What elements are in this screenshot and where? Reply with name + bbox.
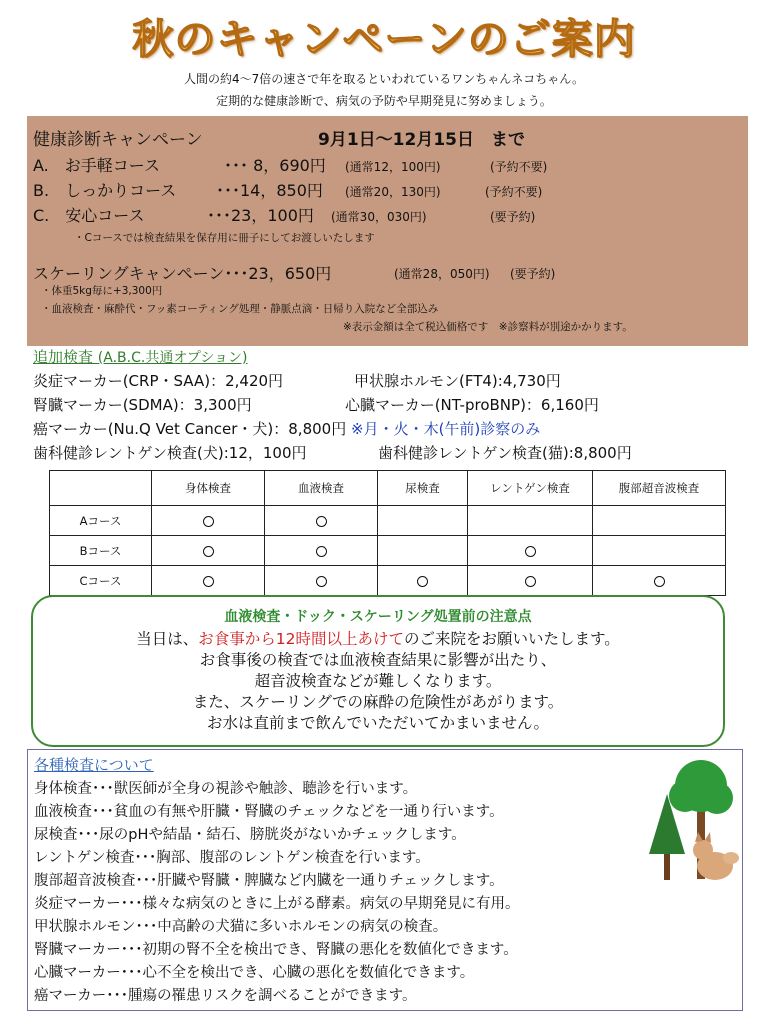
table-cell: [265, 506, 378, 536]
notice-line-1-pre: 当日は、: [136, 630, 199, 648]
cancer-marker-note: ※月・火・木(午前)診察のみ: [351, 420, 541, 438]
notice-line-2: お食事後の検査では血液検査結果に影響が出たり、: [199, 651, 557, 669]
table-row-label: Bコース: [50, 536, 152, 566]
course-comparison-table: [49, 470, 726, 596]
pre-procedure-notice: [31, 595, 725, 747]
test-description-urine: 尿検査･･･尿のpHや結晶・結石、膀胱炎がないかチェックします。: [34, 827, 466, 843]
dog-and-cat-icon: [693, 832, 739, 880]
table-cell: [378, 566, 468, 596]
notice-line-4: また、スケーリングでの麻酔の危険性があがります。: [192, 693, 564, 711]
option-ft4: 甲状腺ホルモン(FT4):4,730円: [354, 372, 561, 390]
check-circle-icon: [654, 576, 665, 587]
check-circle-icon: [417, 576, 428, 587]
table-row-label: Aコース: [50, 506, 152, 536]
table-cell: [468, 536, 593, 566]
table-header-blank: [50, 471, 152, 506]
notice-line-3: 超音波検査などが難しくなります。: [254, 672, 502, 690]
option-crp: 炎症マーカー(CRP・SAA)：2,420円: [33, 372, 284, 390]
health-campaign-box: [27, 116, 748, 346]
course-a-normal: (通常12，100円): [345, 160, 441, 174]
table-header-urine: 尿検査: [378, 471, 468, 506]
trees-and-pets-illustration: [645, 754, 741, 894]
notice-heading: 血液検査・ドック・スケーリング処置前の注意点: [224, 609, 532, 625]
scaling-heading: スケーリングキャンペーン･･･23，650円: [33, 264, 332, 283]
table-header-row: [50, 471, 726, 506]
course-c-price: ･･･23，100円: [207, 206, 314, 225]
intro-line-1: 人間の約4～7倍の速さで年を取るといわれているワンちゃんネコちゃん。: [184, 72, 584, 86]
test-description-inflammation: 炎症マーカー･･･様々な病気のときに上がる酵素。病気の早期発見に有用。: [34, 896, 520, 912]
test-description-ultrasound: 腹部超音波検査･･･肝臓や腎臓・脾臓など内臓を一通りチェックします。: [34, 873, 504, 889]
notice-line-1-post: のご来院をお願いいたします。: [403, 630, 620, 648]
table-cell: [468, 566, 593, 596]
page-title: 秋のキャンペーンのご案内: [132, 15, 636, 63]
course-b-note: (予約不要): [485, 185, 543, 199]
course-b-normal: (通常20，130円): [345, 185, 441, 199]
cancer-marker-price: 癌マーカー(Nu.Q Vet Cancer・犬)：8,800円: [33, 420, 347, 438]
test-descriptions-heading: 各種検査について: [34, 756, 154, 774]
table-cell: [152, 566, 265, 596]
table-row-label: Cコース: [50, 566, 152, 596]
check-circle-icon: [203, 516, 214, 527]
test-description-blood: 血液検査･･･貧血の有無や肝臓・腎臓のチェックなどを一通り行います。: [34, 804, 504, 820]
table-row: [50, 536, 726, 566]
campaign-period: 9月1日～12月15日 まで: [318, 130, 525, 150]
notice-fasting-highlight: お食事から12時間以上あけて: [198, 630, 404, 648]
table-header-physical: 身体検査: [152, 471, 265, 506]
table-cell: [152, 506, 265, 536]
campaign-heading: 健康診断キャンペーン: [33, 130, 203, 150]
table-cell: [378, 536, 468, 566]
scaling-note: (要予約): [510, 267, 556, 281]
course-a-name: A. お手軽コース: [33, 156, 160, 175]
additional-tests-subtitle: (A.B.C.共通オプション): [97, 350, 248, 366]
intro-line-2: 定期的な健康診断で、病気の予防や早期発見に努めましょう。: [216, 94, 552, 108]
scaling-normal: (通常28，050円): [394, 267, 490, 281]
check-circle-icon: [525, 576, 536, 587]
course-c-normal: (通常30，030円): [331, 210, 427, 224]
table-cell: [265, 566, 378, 596]
test-description-heart: 心臓マーカー･･･心不全を検出でき、心臓の悪化を数値化できます。: [34, 965, 475, 981]
check-circle-icon: [203, 546, 214, 557]
option-sdma: 腎臓マーカー(SDMA)：3,300円: [33, 396, 252, 414]
table-row: [50, 506, 726, 536]
course-c-name: C. 安心コース: [33, 206, 145, 225]
test-description-physical: 身体検査･･･獣医師が全身の視診や触診、聴診を行います。: [34, 781, 418, 797]
notice-line-5: お水は直前まで飲んでいただいてかまいません。: [207, 714, 549, 732]
check-circle-icon: [525, 546, 536, 557]
option-dental-cat: 歯科健診レントゲン検査(猫):8,800円: [378, 444, 632, 462]
table-header-xray: レントゲン検査: [468, 471, 593, 506]
test-description-kidney: 腎臓マーカー･･･初期の腎不全を検出でき、腎臓の悪化を数値化できます。: [34, 942, 518, 958]
course-c-booklet-note: ・Cコースでは検査結果を保存用に冊子にしてお渡しいたします: [74, 232, 375, 244]
option-dental-dog: 歯科健診レントゲン検査(犬):12，100円: [33, 444, 307, 462]
table-header-blood: 血液検査: [265, 471, 378, 506]
scaling-detail-includes: ・血液検査・麻酔代・フッ素コーティング処理・静脈点滴・日帰り入院など全部込み: [41, 303, 439, 315]
course-a-note: (予約不要): [490, 160, 548, 174]
table-row: [50, 566, 726, 596]
table-cell: [593, 536, 726, 566]
table-cell: [265, 536, 378, 566]
course-b-price: ･･･14，850円: [216, 181, 323, 200]
check-circle-icon: [316, 576, 327, 587]
test-description-cancer: 癌マーカー･･･腫瘍の罹患リスクを調べることができます。: [34, 988, 417, 1004]
additional-tests-title: 追加検査: [33, 348, 94, 366]
table-cell: [593, 506, 726, 536]
check-circle-icon: [316, 546, 327, 557]
option-cancer-marker: [33, 418, 540, 439]
table-cell: [468, 506, 593, 536]
scaling-detail-weight: ・体重5kg毎に+3,300円: [41, 285, 163, 297]
table-cell: [152, 536, 265, 566]
tax-note: ※表示金額は全て税込価格です ※診察料が別途かかります。: [343, 321, 633, 333]
additional-tests-heading: [33, 346, 248, 367]
check-circle-icon: [316, 516, 327, 527]
notice-line-1: [33, 629, 723, 650]
test-description-thyroid: 甲状腺ホルモン･･･中高齢の犬猫に多いホルモンの病気の検査。: [34, 919, 448, 935]
check-circle-icon: [203, 576, 214, 587]
test-description-xray: レントゲン検査･･･胸部、腹部のレントゲン検査を行います。: [34, 850, 430, 866]
course-b-name: B. しっかりコース: [33, 181, 177, 200]
table-header-ultrasound: 腹部超音波検査: [593, 471, 726, 506]
option-ntprobnp: 心臓マーカー(NT-proBNP)：6,160円: [345, 396, 599, 414]
course-a-price: ･･･ 8，690円: [224, 156, 326, 175]
table-cell: [593, 566, 726, 596]
test-descriptions-box: [27, 749, 743, 1011]
course-c-note: (要予約): [490, 210, 536, 224]
table-cell: [378, 506, 468, 536]
